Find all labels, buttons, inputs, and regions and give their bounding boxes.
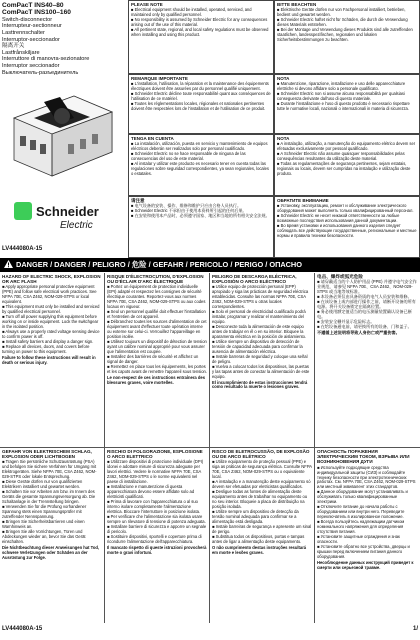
hazard-warning: 不遵循上述说明将导致人身伤亡或严重伤害。 bbox=[317, 329, 400, 335]
notice-title: NOTA bbox=[277, 136, 290, 141]
notice-it bbox=[274, 74, 420, 134]
hazard-en bbox=[0, 273, 105, 448]
hazard-title: GEFAHR VON ELEKTRISCHEM SCHLAG, EXPLOSION ODER LICHTBOGEN bbox=[2, 449, 92, 460]
danger-banner bbox=[0, 258, 420, 272]
hazard-warning: Failure to follow these instructions will result in death or serious injury. bbox=[2, 354, 96, 365]
product-sub-2: Lasttrennschalter bbox=[2, 30, 45, 36]
hazard-title: PELIGRO DE DESCARGA ELÉCTRICA, EXPLOSIÓN O ARCO ELÉCTRICO bbox=[212, 274, 297, 285]
switch-disconnector-illustration bbox=[4, 78, 116, 182]
notice-title: TENGA EN CUENTA bbox=[131, 136, 174, 141]
notice-title: BITTE BEACHTEN bbox=[277, 2, 317, 7]
warning-triangle-icon bbox=[4, 258, 13, 272]
hazard-warning: Die Nichtbeachtung dieser Anweisungen hat Tod, schwere Verletzungen oder Schäden an der Ausrüstung zur Folge. bbox=[2, 544, 100, 560]
notice-body: ■ L'installation, l'utilisation, la réparation et la maintenance des équipements électriques doivent être assurées par du personnel qualifié uniquement. ■ Schneider Electric décline toute responsabilité quant aux conséquences de l'utilisation de ce matériel. ■ Toutes les réglementations locales, régionales et nationales pertinentes doivent être respectées lors de l'installation et de l'utilisation de ce produit. bbox=[131, 81, 271, 111]
hazard-warning: El incumplimiento de estas instrucciones tendrá como resultado la muerte o lesiones graves. bbox=[212, 379, 308, 390]
notice-de bbox=[274, 0, 420, 74]
notice-title: NOTA bbox=[277, 76, 290, 81]
notice-es bbox=[128, 134, 274, 196]
hazard-body: ■ Tragen Sie persönliche Schutzausrüstung (PSA) und befolgen Sie sichere Verfahren für Umgang mit Elektrogeräten. Siehe NFPA 70E, CSA Z462, NOM-029-STPS oder lokale Entsprechung. ■ Diese Geräte dürfen nur von qualifizierten Elektrikern installiert und gewartet werden. ■ Schalten Sie vor Arbeiten am bzw. im Innern des Geräts die gesamte Spannungsversorgung ab. Die Schaltanlage in der Trennstellung bringen. ■ Verwenden Sie für die Prüfung vorhandener Spannung stets einen Spannungsprüfer mit zutreffender Nennspannung. ■ Bringen Sie Sicherheitsbarrieren und einen Warnhinweis an. ■ Bringen Sie alle Vorrichtungen, Türen und Abdeckungen wieder an, bevor Sie das Gerät einschalten. bbox=[2, 459, 97, 544]
notice-title: 请注意 bbox=[131, 198, 145, 203]
brand-sub: Electric bbox=[60, 220, 93, 231]
page-number: 1/ bbox=[412, 626, 418, 632]
hazard-grid bbox=[0, 273, 420, 623]
hazard-body: ■ Используйте подходящие средства индивидуальной защиты (СИЗ) и соблюдайте технику безопасности при электротехнических работах. См. NFPA 70E, CSA Z462, NOM-029-STPS или местный эквивалент этих стандартов. ■ Данное оборудование могут устанавливать и обслуживать только квалифицированные электрики. ■ Отключите питание до начала работы с оборудованием или внутри него. Переведите переключатель в изолированное положение. ■ Всегда пользуйтесь надлежащим датчиком номинального напряжения для определения отсутствия питания. ■ Установите защитные ограждения и знак опасности. ■ Установите обратно все устройства, дверцы и крышки перед включением питания данного оборудования. bbox=[317, 464, 416, 559]
hazard-pt bbox=[210, 448, 315, 623]
hazard-title: HAZARD OF ELECTRIC SHOCK, EXPLOSION OR ARC FLASH bbox=[2, 274, 101, 285]
hazard-body: ■ Utilice equipo de protección personal (EPP) apropiado y siga las prácticas de seguridad eléctrica establecidas. Consulte las normas NFPA 70E, CSA Z462, NOM-029-STPS u otras locales correspondientes. ■ Solo el personal de electricidad cualificado podrá instalar, programar y realizar el mantenimiento del equipo. ■ Desconecte toda la alimentación de este equipo antes de trabajar en él o en su interior. Bloquee la aparamenta eléctrica en la posición de aislamiento. ■ Utilice siempre un dispositivo de detección de tensión de capacidad adecuada para confirmar la ausencia de alimentación eléctrica. ■ Instale barreras de seguridad y coloque una señal de peligro. ■ Vuelva a colocar todos los dispositivos, las puertas y las tapas antes de conectar la alimentación de este equipo. bbox=[212, 284, 310, 379]
hazard-zh bbox=[315, 273, 420, 448]
danger-title: DANGER / DANGER / PELIGRO / 危险 / GEFAHR / PERICOLO / PERIGO / ОПАСНО bbox=[16, 260, 302, 269]
hazard-title: ОПАСНОСТЬ ПОРАЖЕНИЯ ЭЛЕКТРИЧЕСКИМ ТОКОМ, ВЗРЫВА ИЛИ ВОЗНИКНОВЕНИЯ ДУГИ bbox=[317, 449, 410, 465]
product-sub-5: Lastfrånskiljare bbox=[2, 49, 40, 56]
product-sub-4: 隔离开关 bbox=[2, 43, 25, 50]
hazard-ru bbox=[315, 448, 420, 623]
product-title-block bbox=[2, 2, 89, 76]
notice-zh bbox=[128, 196, 274, 258]
hazard-warning: Il mancato rispetto di queste istruzioni provocherà morte o gravi infortuni. bbox=[107, 544, 207, 555]
product-sub-8: Выключатель-разъединитель bbox=[2, 69, 79, 76]
notice-body: ■ Manutenzione, riparazione, installazione e uso delle apparecchiature elettriche si devono affidare solo a personale qualificato. ■ Schneider Electric non si assume alcuna responsabilità per qualsiasi conseguenza derivante dall'uso di questo materiale. ■ Durante l'installazione e l'uso di questo prodotto è necessario rispettare tutte le normative locali, nazionali o internazionali in materia di sicurezza. bbox=[277, 81, 410, 111]
brand-mark-icon bbox=[14, 202, 32, 220]
product-sub-3: Interruptor-seccionador bbox=[2, 36, 60, 43]
notice-fr bbox=[128, 74, 274, 134]
hazard-body: ■ Utilize equipamento de proteção pessoal (PPE) e siga as práticas de segurança elétrica. Consulte NFPA 70E, CSA Z462, NOM-029-STPS ou o equivalente local. ■ A instalação e a manutenção deste equipamento só devem ser efetuadas por eletricistas qualificados. ■ Desligue todas as fontes de alimentação deste equipamento antes de trabalhar no equipamento ou no seu interior. Bloqueie a placa de distribuição na posição isolada. ■ Utilize sempre um dispositivo de detecção da tensão nominal adequada para confirmar se a alimentação está desligada. ■ Instale barreiras de segurança e apresente um sinal de perigo. ■ Substitua todos os dispositivos, portas e tampas antes de ligar a alimentação deste equipamento. bbox=[212, 459, 312, 544]
product-line-2: ComPacT INS100–160 bbox=[2, 9, 71, 17]
hazard-warning: Le non-respect de ces instructions entraînera des blessures graves, voire mortelles. bbox=[107, 374, 206, 385]
product-sub-1: Interrupteur-sectionneur bbox=[2, 23, 62, 30]
hazard-warning: O não cumprimento destas instruções resultará em morte e lesões graves. bbox=[212, 544, 307, 555]
product-sub-0: Switch-disconnector bbox=[2, 16, 53, 23]
notice-ru bbox=[274, 196, 420, 258]
hazard-title: RISQUE D'ÉLECTROCUTION, D'EXPLOSION OU D'ÉCLAIR D'ARC ÉLECTRIQUE bbox=[107, 274, 204, 285]
hazard-title: RISCHIO DI FOLGORAZIONE, ESPLOSIONE O ARCO ELETTRICO bbox=[107, 449, 203, 460]
hazard-de bbox=[0, 448, 105, 623]
hazard-body: ■ Portez un équipement de protection individuelle (EPI) adapté et respectez les consignes de sécurité électrique courantes. Reportez-vous aux normes NFPA 70E, CSA Z462, NOM-029-STPS ou aux codes locaux en vigueur. ■ Seul un personnel qualifié doit effectuer l'installation et l'entretien de cet appareil. ■ Débranchez toutes les sources d'alimentation de cet équipement avant d'effectuer toute opération interne ou externe sur celui-ci. Verrouillez l'appareillage en position isolée. ■ Utilisez toujours un dispositif de détection de tension ayant un calibre nominal approprié pour vous assurer que l'alimentation est coupée. ■ Installez des barrières de sécurité et affichez un signal de danger. ■ Remettez en place tous les équipements, les portes et les capots avant de remettre l'appareil sous tension. bbox=[107, 284, 207, 374]
notice-title: ОБРАТИТЕ ВНИМАНИЕ bbox=[277, 198, 329, 203]
hazard-body: ■ Utilizzare dispositivi di protezione individuale (DPI) idonei e adottare misure di sicurezza adeguate per lavori elettrici. Vedere le normative NFPA 70E, CSA Z462, NOM-029-STPS o le norme equivalenti nel paese di installazione. ■ Installazione e manutenzione di questa apparecchiatura devono essere affidate solo ad elettricisti qualificati. ■ Prima di lavorare con l'apparecchiatura o al suo interno isolare completamente l'alimentazione elettrica. Bloccare l'interruttore in posizione isolata. ■ Per verificare che l'alimentazione sia isolata usare sempre un rilevatore di tensione di potenza adeguata. ■ Installare barriere di sicurezza e apporre un segnale di pericolo. ■ Sostituire dispositivi, sportelli e coperture prima di ricondurre l'alimentazione dell'apparecchiatura. bbox=[107, 459, 207, 544]
product-sub-6: Interruttore di manovra-sezionatore bbox=[2, 56, 90, 63]
hazard-body: ■ 请穿戴适当的个人防护用品 (PPE) 并遵守电气安全作业规范，请参见 NFPA 70E、CSA Z462、NOM-029-STPS 或当地等效标准。 ■ 本设备必须仅由具备资质的电气人员安装和维修。 ■ 在该设备上或内部进行操作之前，请断开设备的所有电源。将开关设备锁定在隔离位置。 ■ 务必使用额定值适当的电压测量装置确认设备已断电。 ■ 安装安全栅并显示危险标志。 ■ 在给设备通电前，请更换所有的设备、门和盖子。 bbox=[317, 279, 417, 329]
notice-body: ■ La instalación, utilización, puesta en servicio y mantenimiento de equipos eléctricos deberán ser realizados solo por personal cualificado. ■ Schneider Electric no se hace responsable de ninguna de las consecuencias del uso de este material. ■ Al instalar y utilizar este producto es necesario tener en cuenta todas las regulaciones sobre seguridad correspondientes, ya sean regionales, locales o estatales. bbox=[131, 141, 269, 176]
notice-title: PLEASE NOTE bbox=[131, 2, 163, 7]
notice-body: ■ Elektrische Geräte dürfen nur von Fachpersonal installiert, betrieben, bedient und gewartet werden. ■ Schneider Electric haftet nicht für Schäden, die durch die Verwendung dieses Materials entstehen. ■ Bei der Montage und Verwendung dieses Produkts sind alle zutreffenden staatlichen, landesspezifischen, regionalen und lokalen Sicherheitsbestimmungen zu beachten. bbox=[277, 7, 413, 42]
product-line-1: ComPacT INS40–80 bbox=[2, 2, 64, 9]
hazard-body: ■ Apply appropriate personal protective equipment (PPE) and follow safe electrical work practices. See NFPA 70E, CSA Z462, NOM-029-STPS or local equivalent. ■ This equipment must only be installed and serviced by qualified electrical personnel. ■ Turn off all power supplying this equipment before working on or inside equipment. Lock the switchgear in the isolated position. ■ Always use a properly rated voltage sensing device to confirm power is off. ■ Install safety barriers and display a danger sign. ■ Replace all devices, doors, and covers before turning on power to this equipment. bbox=[2, 284, 100, 354]
hazard-title: 电击、爆炸或弧光危险 bbox=[317, 274, 363, 279]
product-panel bbox=[0, 0, 126, 258]
notice-grid bbox=[128, 0, 420, 258]
hazard-title: RISCO DE ELETROCUSSÃO, DE EXPLOSÃO OU DE ARCO ELÉTRICO bbox=[212, 449, 310, 460]
document-number-top: LV444080A-15 bbox=[2, 246, 43, 252]
schneider-electric-logo bbox=[14, 200, 114, 240]
hazard-warning: Несоблюдение данных инструкций приведет к смерти или серьезной травме. bbox=[317, 559, 414, 570]
brand-name: Schneider bbox=[36, 204, 99, 219]
notice-body: ■ A instalação, utilização, a manutenção do equipamento elétrico devem ser efetuadas exclusivamente por pessoal qualificado. ■ A Schneider Electric não assume quaisquer responsabilidades pelas consequências resultantes da utilização deste material. ■ Todas as regulamentações de segurança pertinentes, sejam estatais, regionais ou locais, devem ser cumpridas na instalação e utilização deste produto. bbox=[277, 141, 416, 176]
product-sub-7: Interruptor seccionador bbox=[2, 62, 60, 69]
hazard-it bbox=[105, 448, 210, 623]
notice-body: ■ 电气设备的安装、操作、维修和维护只应由合格人员执行。 ■ Schneider Electric 不承担由于使用本资料所引起的任何后果。 ■ 在安装和使用本产品时，必须遵守国家、地区和当地的所有相关安全法规。 bbox=[131, 203, 270, 219]
notice-en bbox=[128, 0, 274, 74]
notice-body: ■ Electrical equipment should be installed, operated, serviced, and maintained only by qualified personnel. ■ No responsibility is assumed by Schneider Electric for any consequences arising out of the use of this material. ■ All pertinent state, regional, and local safety regulations must be observed when installing and using this product. bbox=[131, 7, 269, 37]
document-number-bottom: LV444080A-15 bbox=[2, 626, 43, 632]
hazard-es bbox=[210, 273, 315, 448]
notice-body: ■ Установку, эксплуатацию, ремонт и обслуживание электрического оборудования может выполнять только квалифицированный персонал. ■ Schneider Electric не несет никакой ответственности за любые возможные последствия использования данной документации. ■ Во время установки и использования данного изделия следует соблюдать все действующие государственные, региональные и местные нормы и правила техники безопасности. bbox=[277, 203, 417, 238]
notice-pt bbox=[274, 134, 420, 196]
hazard-fr bbox=[105, 273, 210, 448]
notice-title: REMARQUE IMPORTANTE bbox=[131, 76, 188, 81]
